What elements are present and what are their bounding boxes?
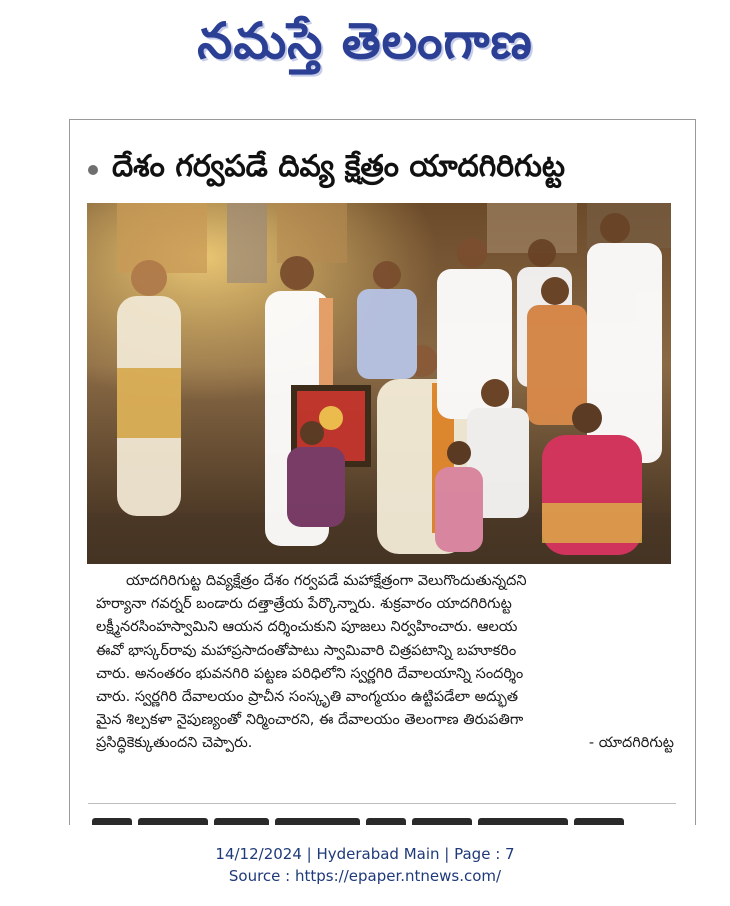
news-photo — [87, 203, 671, 564]
body-line: మైన శిల్పకళా నైపుణ్యంతో నిర్మించారని, ఈ దేవాలయం తెలంగాణ తిరుపతిగా — [96, 712, 524, 729]
news-clipping — [69, 119, 696, 825]
body-line: యాదగిరిగుట్ట దివ్యక్షేత్రం దేశం గర్వపడే మహాక్షేత్రంగా వెలుగొందుతున్నదని — [126, 573, 527, 589]
article-body — [96, 570, 674, 756]
headline — [88, 146, 565, 194]
footer-date-edition: 14/12/2024 | Hyderabad Main | Page : 7 — [215, 845, 515, 863]
body-line: హర్యానా గవర్నర్ బండారు దత్తాత్రేయ పేర్కొన్నారు. శుక్రవారం యాదగిరిగుట్ట — [96, 596, 512, 613]
footer-source-link[interactable]: Source : https://epaper.ntnews.com/ — [228, 867, 502, 885]
body-line: చారు. స్వర్ణగిరి దేవాలయం ప్రాచీన సంస్కృతి వాంగ్మయం ఉట్టిపడేలా అద్భుత — [96, 689, 519, 706]
divider — [88, 803, 676, 804]
masthead-logo: నమస్తే తెలంగాణ — [197, 12, 533, 70]
next-article-cutoff — [92, 817, 672, 825]
body-line: ప్రసిద్ధికెక్కుతుందని చెప్పారు. — [96, 735, 253, 752]
body-line: లక్ష్మీనరసింహస్వామిని ఆయన దర్శించుకుని పూజలు నిర్వహించారు. ఆలయ — [96, 619, 518, 636]
dateline: - యాదగిరిగుట్ట — [588, 735, 674, 752]
body-line: చారు. అనంతరం భువనగిరి పట్టణ పరిధిలోని స్వర్ణగిరి దేవాలయాన్ని సందర్శిం — [96, 665, 524, 682]
body-line: ఈవో భాస్కర్‌రావు మహాప్రసాదంతోపాటు స్వామివారి చిత్రపటాన్ని బహూకరిం — [96, 642, 517, 659]
body-last-row — [96, 732, 674, 755]
headline-text: దేశం గర్వపడే దివ్య క్షేత్రం యాదగిరిగుట్ట — [112, 149, 566, 184]
bullet-icon — [88, 165, 98, 175]
